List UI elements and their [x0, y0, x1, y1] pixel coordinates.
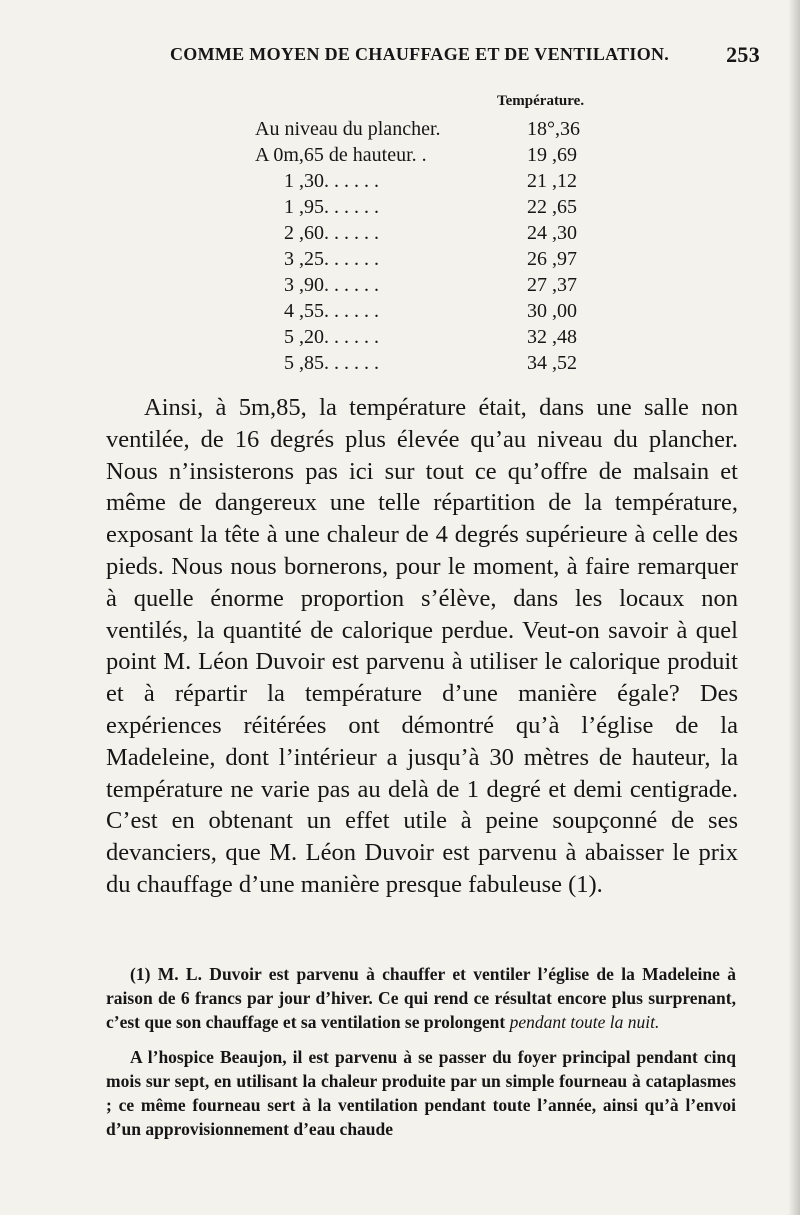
temperature-value: 21 ,12	[527, 170, 577, 192]
temperature-column-header: Température.	[497, 93, 585, 109]
height-label: Au niveau du plancher.	[255, 118, 441, 140]
height-label: 1 ,30. . . . . .	[284, 170, 379, 192]
body-paragraph: Ainsi, à 5m,85, la température était, dans une salle non ventilée, de 16 degrés plus élevée qu’au niveau du plancher. Nous n’insisterons pas ici sur tout ce qu’offre de malsain et même de dangereux une telle répartition de la température, exposant la tête à une chaleur de 4 degrés supérieure à celle des pieds. Nous nous bornerons, pour le moment, à faire remarquer à quelle énorme proportion s’élève, dans les locaux non ventilés, la quantité de calorique perdue. Veut-on savoir à quel point M. Léon Duvoir est parvenu à utiliser le calorique produit et à répartir la température d’une manière égale? Des expériences réitérées ont démontré qu’à l’église de la Madeleine, dont l’intérieur a jusqu’à 30 mètres de hauteur, la température ne varie pas au delà de 1 degré et demi centigrade. C’est en obtenant un effet utile à peine soupçonné de ses devanciers, que M. Léon Duvoir est parvenu à abaisser le prix du chauffage d’une manière presque fabuleuse (1).	[106, 394, 738, 898]
footnote-1-italic: pendant toute la nuit.	[509, 1012, 660, 1033]
temperature-value: 26 ,97	[527, 248, 577, 270]
footnote-1-text: (1) M. L. Duvoir est parvenu à chauffer et ventiler l’église de la Madeleine à raison de 6 francs par jour d’hiver. Ce qui rend ce résultat encore plus surprenant, c’est que son chauffage et sa ventilation se prolongent	[106, 964, 736, 1033]
height-label: 2 ,60. . . . . .	[284, 222, 379, 244]
table-row	[0, 248, 800, 274]
table-row	[0, 118, 800, 144]
table-row	[0, 144, 800, 170]
footnote-1	[106, 962, 736, 1035]
table-row	[0, 222, 800, 248]
temperature-value: 18°,36	[527, 118, 580, 140]
footnote-continuation: A l’hospice Beaujon, il est parvenu à se passer du foyer principal pendant cinq mois sur sept, en utilisant la chaleur produite par un simple fourneau à cataplasmes ; ce même fourneau sert à la ventilation pendant toute l’année, ainsi qu’à l’envoi d’un approvisionnement d’eau chaude	[106, 1046, 736, 1140]
temperature-value: 30 ,00	[527, 300, 577, 322]
temperature-value: 27 ,37	[527, 274, 577, 296]
height-label: 4 ,55. . . . . .	[284, 300, 379, 322]
table-row	[0, 170, 800, 196]
height-label: 3 ,25. . . . . .	[284, 248, 379, 270]
table-row	[0, 352, 800, 378]
table-row	[0, 196, 800, 222]
table-row	[0, 326, 800, 352]
table-row	[0, 274, 800, 300]
height-label: 1 ,95. . . . . .	[284, 196, 379, 218]
temperature-value: 22 ,65	[527, 196, 577, 218]
table-row	[0, 300, 800, 326]
temperature-value: 32 ,48	[527, 326, 577, 348]
temperature-value: 24 ,30	[527, 222, 577, 244]
footnotes	[106, 962, 736, 1141]
height-label: 5 ,85. . . . . .	[284, 352, 379, 374]
temperature-value: 34 ,52	[527, 352, 577, 374]
height-label: A 0m,65 de hauteur. .	[255, 144, 427, 166]
height-label: 3 ,90. . . . . .	[284, 274, 379, 296]
temperature-value: 19 ,69	[527, 144, 577, 166]
page-number: 253	[726, 42, 760, 67]
main-text	[106, 392, 738, 901]
running-title: COMME MOYEN DE CHAUFFAGE ET DE VENTILATION.	[170, 44, 670, 64]
height-label: 5 ,20. . . . . .	[284, 326, 379, 348]
